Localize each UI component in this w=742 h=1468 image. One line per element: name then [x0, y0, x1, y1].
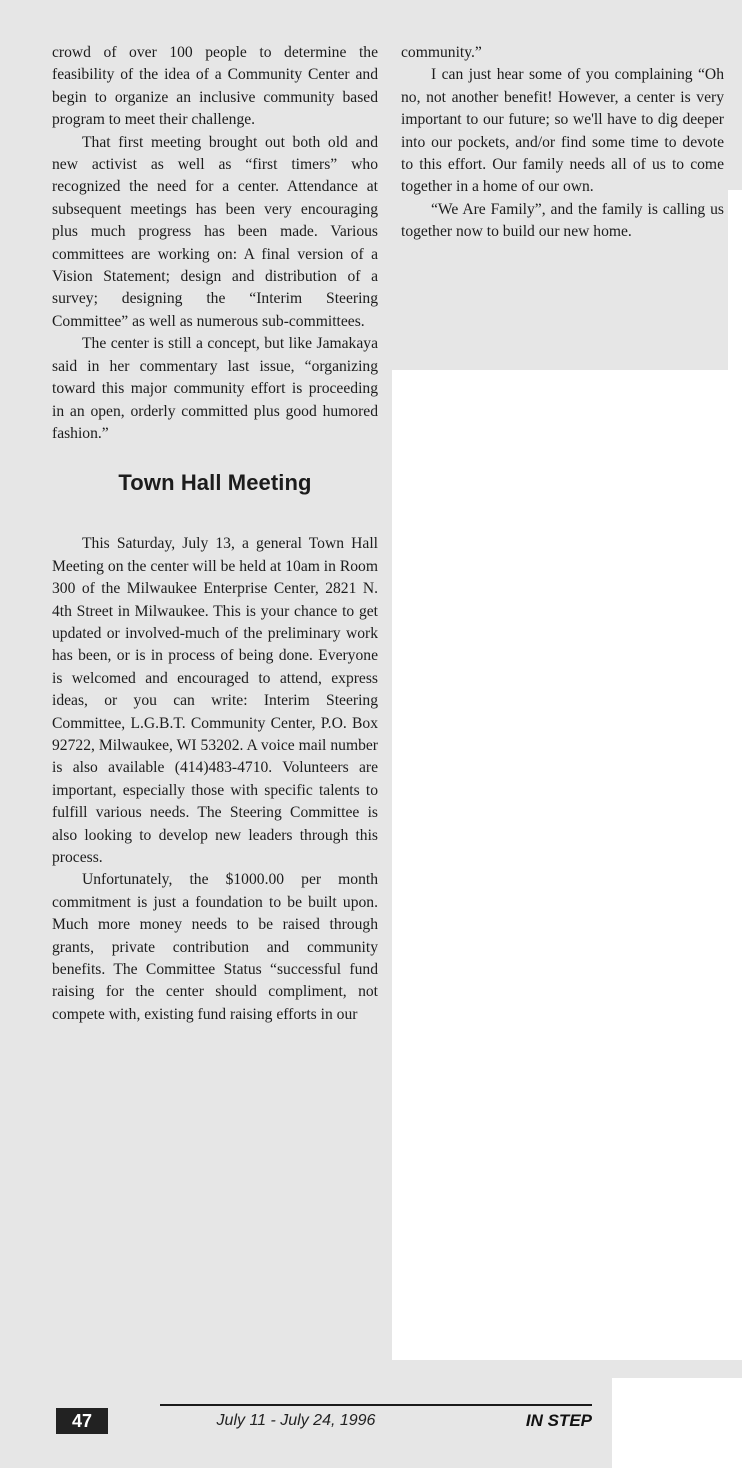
blank-area: [392, 370, 742, 1360]
article-paragraph: The center is still a concept, but like Jamakaya said in her commentary last issue, “organizing toward this major community effort is proceeding in an open, orderly committed plus good humored fashion.”: [52, 335, 378, 442]
article-paragraph: community.”: [401, 44, 482, 61]
article-paragraph: “We Are Family”, and the family is calling us together now to build our new home.: [401, 200, 724, 241]
article-column-right: [401, 42, 724, 244]
blank-area: [612, 1378, 742, 1468]
article-paragraph: crowd of over 100 people to determine the feasibility of the idea of a Community Center and begin to organize an inclusive community based program to meet their challenge.: [52, 44, 378, 129]
issue-date: July 11 - July 24, 1996: [216, 1412, 376, 1429]
publication-name: IN STEP: [525, 1411, 592, 1430]
article-paragraph: That first meeting brought out both old and new activist as well as “first timers” who recognized the need for a center. Attendance at subsequent meetings has been very encouraging plus much progress has been made. Various committees are working on: A final version of a Vision Statement; design and distribution of a survey; designing the “Interim Steering Committee” as well as numerous sub-committees.: [52, 133, 378, 330]
footer-divider: [160, 1404, 592, 1406]
page-number: 47: [56, 1408, 108, 1434]
article-paragraph: I can just hear some of you complaining “Oh no, not another benefit! However, a center is very important to our future; so we'll have to dig deeper into our pockets, and/or find some time to devote to this effort. Our family needs all of us to come together in a home of our own.: [401, 66, 724, 196]
article-paragraph: Unfortunately, the $1000.00 per month commitment is just a foundation to be built upon. Much more money needs to be raised through grants, private contribution and community benefits. The Committee Status “successful fund raising for the center should compliment, not compete with, existing fund raising efforts in our: [52, 871, 378, 1023]
section-heading: Town Hall Meeting: [118, 470, 312, 496]
article-paragraph: This Saturday, July 13, a general Town Hall Meeting on the center will be held at 10am in Room 300 of the Milwaukee Enterprise Center, 2821 N. 4th Street in Milwaukee. This is your chance to get updated or involved-much of the preliminary work has been, or is in process of being done. Everyone is welcomed and encouraged to attend, express ideas, or you can write: Interim Steering Committee, L.G.B.T. Community Center, P.O. Box 92722, Milwaukee, WI 53202. A voice mail number is also available (414)483-4710. Volunteers are important, especially those with specific talents to fulfill various needs. The Steering Committee is also looking to develop new leaders through this process.: [52, 535, 378, 866]
blank-area: [728, 190, 742, 370]
article-column-left: [52, 42, 378, 1026]
